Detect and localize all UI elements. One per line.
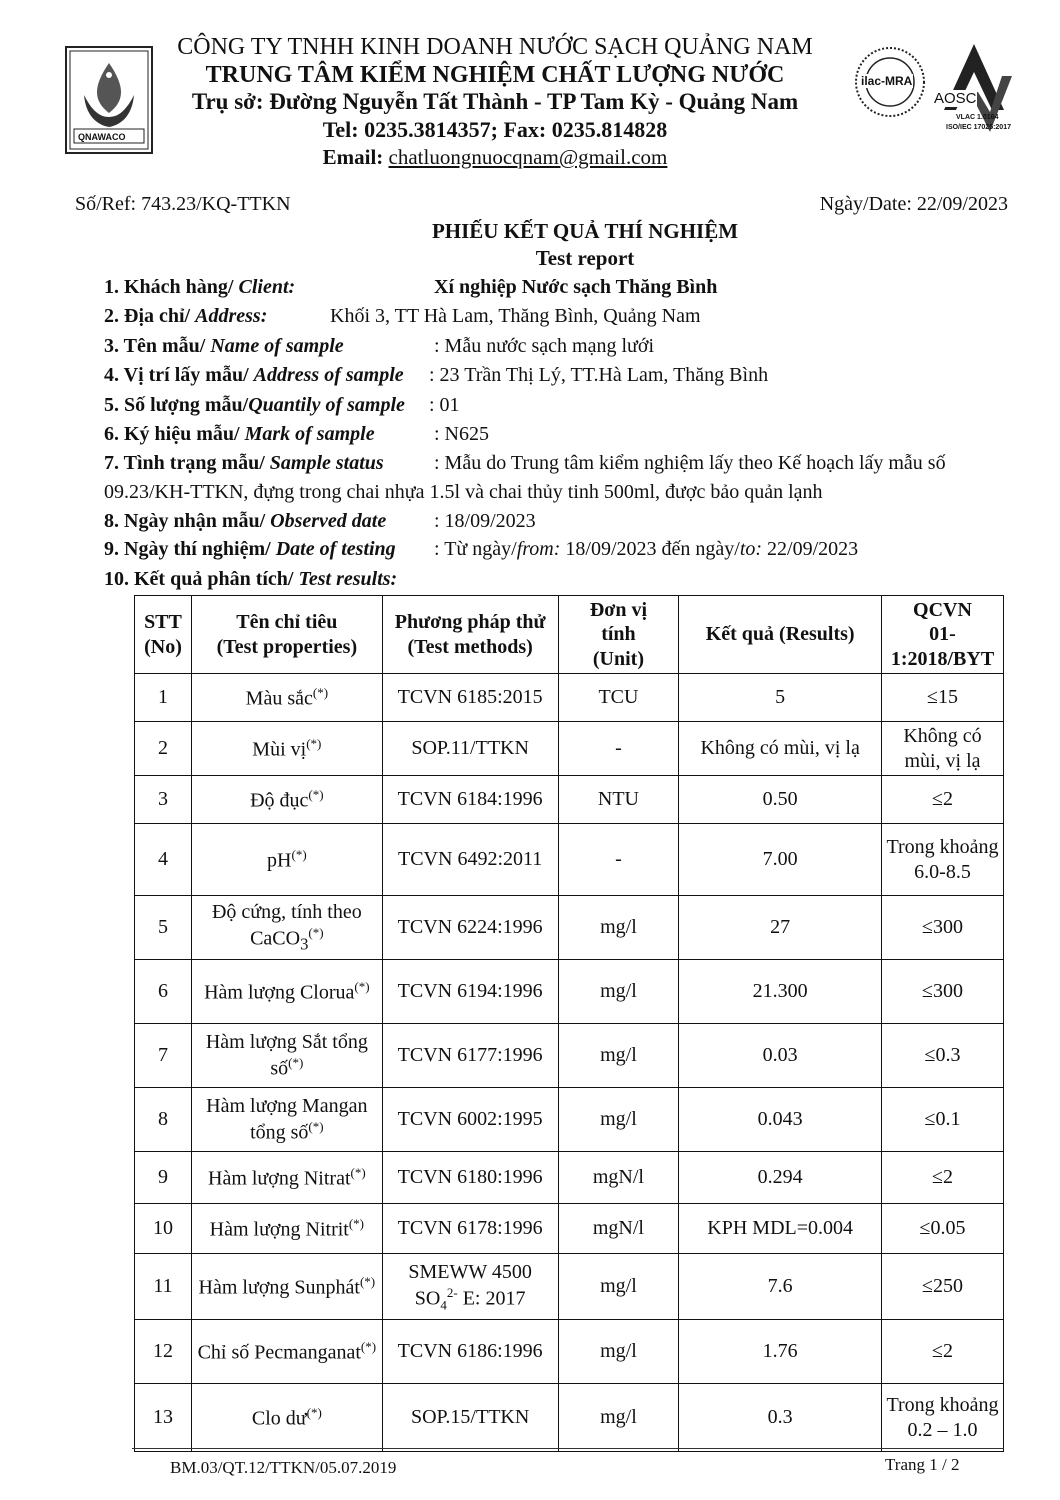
accredited-mark: (*): [308, 924, 324, 940]
cell-unit: -: [558, 722, 679, 776]
cell-result: 5: [679, 674, 882, 722]
test-date-value: : Từ ngày/from: 18/09/2023 đến ngày/to: 22/09/2023: [434, 538, 859, 560]
accredited-mark: (*): [312, 684, 329, 700]
cell-result: 0.294: [679, 1152, 882, 1204]
sample-mark-value: : N625: [434, 423, 489, 445]
ilac-mra-text: ilac-MRA: [861, 74, 913, 88]
table-row: [135, 1088, 1004, 1152]
cell-property: Độ cứng, tính theo CaCO$_3$(*): [191, 896, 382, 960]
cell-result: 0.50: [679, 776, 882, 824]
sample-quantity-value: : 01: [429, 394, 460, 416]
report-subtitle: Test report: [535, 246, 635, 270]
office-address: Trụ sở: Đường Nguyễn Tất Thành - TP Tam Kỳ - Quảng Nam: [191, 89, 799, 114]
info-test-results: 10. Kết quả phân tích/ Test results:: [104, 568, 398, 590]
cell-method: SMEWW 4500 $SO_4^{2-}$ E: 2017: [382, 1254, 558, 1320]
cell-unit: mgN/l: [558, 1204, 679, 1254]
table-row: [135, 1320, 1004, 1384]
report-title: PHIẾU KẾT QUẢ THÍ NGHIỆM: [431, 219, 739, 243]
cell-no: 4: [135, 824, 192, 896]
cell-result: 0.3: [679, 1384, 882, 1452]
cell-result: 27: [679, 896, 882, 960]
cell-method: TCVN 6194:1996: [382, 960, 558, 1024]
accreditation-logos: [852, 40, 1027, 140]
accredited-mark: (*): [308, 1118, 324, 1134]
aosc-text: AOSC: [934, 90, 977, 107]
qnawaco-logo: [64, 45, 154, 155]
accredited-mark: (*): [359, 1273, 376, 1289]
cell-no: 8: [135, 1088, 192, 1152]
cell-unit: mg/l: [558, 1254, 679, 1320]
cell-unit: mg/l: [558, 1384, 679, 1452]
cell-unit: mg/l: [558, 1024, 679, 1088]
info-sample-location: 4. Vị trí lấy mẫu/ Address of sample : 23 Trần Thị Lý, TT.Hà Lam, Thăng Bình: [104, 364, 769, 386]
info-sample-name: 3. Tên mẫu/ Name of sample : Mẫu nước sạch mạng lưới: [104, 335, 655, 357]
cell-no: 5: [135, 896, 192, 960]
col-header-qcvn: QCVN 01- 1:2018/BYT: [881, 596, 1003, 674]
info-address: 2. Địa chỉ/ Address: Khối 3, TT Hà Lam, Thăng Bình, Quảng Nam: [104, 305, 701, 327]
cell-no: 6: [135, 960, 192, 1024]
table-row: [135, 824, 1004, 896]
accredited-mark: (*): [308, 786, 324, 802]
iso-standard: ISO/IEC 17025:2017: [946, 124, 1011, 131]
cell-method: TCVN 6186:1996: [382, 1320, 558, 1384]
cell-property: Hàm lượng Sunphát(*): [191, 1254, 382, 1320]
company-name: CÔNG TY TNHH KINH DOANH NƯỚC SẠCH QUẢNG NAM: [177, 34, 813, 60]
cell-method: TCVN 6184:1996: [382, 776, 558, 824]
accredited-mark: (*): [288, 1054, 304, 1070]
cell-unit: mg/l: [558, 1320, 679, 1384]
cell-limit: ≤300: [881, 960, 1003, 1024]
info-client: 1. Khách hàng/ Client: Xí nghiệp Nước sạch Thăng Bình: [104, 276, 718, 298]
cell-limit: ≤0.3: [881, 1024, 1003, 1088]
accredited-mark: (*): [354, 978, 370, 994]
form-code: BM.03/QT.12/TTKN/05.07.2019: [170, 1458, 397, 1477]
cell-limit: ≤0.1: [881, 1088, 1003, 1152]
table-row: [135, 722, 1004, 776]
cell-property: Hàm lượng Clorua(*): [191, 960, 382, 1024]
cell-limit: ≤2: [881, 1320, 1003, 1384]
cell-method: TCVN 6178:1996: [382, 1204, 558, 1254]
email-label: Email:: [322, 145, 389, 169]
cell-limit: ≤0.05: [881, 1204, 1003, 1254]
info-sample-status: 7. Tình trạng mẫu/ Sample status : Mẫu do Trung tâm kiểm nghiệm lấy theo Kế hoạch lấy mẫu số: [104, 452, 946, 474]
sample-status-value: : Mẫu do Trung tâm kiểm nghiệm lấy theo Kế hoạch lấy mẫu số: [434, 452, 946, 474]
cell-no: 2: [135, 722, 192, 776]
center-name: TRUNG TÂM KIỂM NGHIỆM CHẤT LƯỢNG NƯỚC: [205, 62, 785, 88]
info-received-date: 8. Ngày nhận mẫu/ Observed date : 18/09/2023: [104, 510, 536, 532]
cell-unit: -: [558, 824, 679, 896]
table-row: [135, 960, 1004, 1024]
cell-method: SOP.11/TTKN: [382, 722, 558, 776]
cell-no: 13: [135, 1384, 192, 1452]
cell-property: Màu sắc(*): [191, 674, 382, 722]
table-row: [135, 1384, 1004, 1452]
cell-property: pH(*): [191, 824, 382, 896]
info-sample-mark: 6. Ký hiệu mẫu/ Mark of sample : N625: [104, 423, 489, 445]
cell-result: 1.76: [679, 1320, 882, 1384]
col-header-method: Phương pháp thử (Test methods): [382, 596, 558, 674]
cell-unit: NTU: [558, 776, 679, 824]
col-header-property: Tên chỉ tiêu (Test properties): [191, 596, 382, 674]
accredited-mark: (*): [350, 1164, 366, 1180]
table-row: [135, 674, 1004, 722]
cell-result: 0.043: [679, 1088, 882, 1152]
cell-method: TCVN 6180:1996: [382, 1152, 558, 1204]
footer-divider: [132, 1448, 1004, 1449]
table-row: [135, 896, 1004, 960]
table-row: [135, 1254, 1004, 1320]
page-number: Trang 1 / 2: [885, 1455, 960, 1474]
info-sample-quantity: 5. Số lượng mẫu/Quantily of sample : 01: [104, 394, 460, 416]
cell-limit: ≤15: [881, 674, 1003, 722]
cell-property: Mùi vị(*): [191, 722, 382, 776]
col-header-no: STT (No): [135, 596, 192, 674]
cell-method: TCVN 6224:1996: [382, 896, 558, 960]
cell-no: 9: [135, 1152, 192, 1204]
cell-limit: ≤2: [881, 1152, 1003, 1204]
cell-method: TCVN 6492:2011: [382, 824, 558, 896]
cell-no: 1: [135, 674, 192, 722]
accredited-mark: (*): [306, 1404, 322, 1420]
client-value: Xí nghiệp Nước sạch Thăng Bình: [434, 276, 718, 298]
cell-limit: Không có mùi, vị lạ: [881, 722, 1003, 776]
cell-limit: Trong khoảng 0.2 – 1.0: [881, 1384, 1003, 1452]
report-date: Ngày/Date: 22/09/2023: [819, 193, 1008, 215]
cell-result: KPH MDL=0.004: [679, 1204, 882, 1254]
cell-no: 7: [135, 1024, 192, 1088]
cell-unit: mg/l: [558, 1088, 679, 1152]
cell-unit: TCU: [558, 674, 679, 722]
address-value: Khối 3, TT Hà Lam, Thăng Bình, Quảng Nam: [330, 305, 701, 327]
cell-limit: ≤250: [881, 1254, 1003, 1320]
cell-no: 11: [135, 1254, 192, 1320]
cell-result: Không có mùi, vị lạ: [679, 722, 882, 776]
sample-name-value: : Mẫu nước sạch mạng lưới: [434, 335, 655, 357]
table-header-row: [135, 596, 1004, 674]
table-row: [135, 1204, 1004, 1254]
qnawaco-logo-text: QNAWACO: [78, 132, 126, 142]
cell-limit: ≤300: [881, 896, 1003, 960]
vlac-code: VLAC 1.0164: [956, 114, 999, 121]
cell-unit: mgN/l: [558, 1152, 679, 1204]
cell-unit: mg/l: [558, 896, 679, 960]
table-row: [135, 1152, 1004, 1204]
cell-method: TCVN 6177:1996: [382, 1024, 558, 1088]
cell-unit: mg/l: [558, 960, 679, 1024]
accredited-mark: (*): [291, 846, 307, 862]
accredited-mark: (*): [306, 735, 322, 751]
cell-result: 7.6: [679, 1254, 882, 1320]
phone-fax: Tel: 0235.3814357; Fax: 0235.814828: [322, 117, 668, 142]
cell-no: 12: [135, 1320, 192, 1384]
received-date-value: : 18/09/2023: [434, 510, 536, 532]
reference-number: Số/Ref: 743.23/KQ-TTKN: [75, 193, 291, 215]
cell-limit: ≤2: [881, 776, 1003, 824]
cell-property: Chỉ số Pecmanganat(*): [191, 1320, 382, 1384]
table-row: [135, 1024, 1004, 1088]
accredited-mark: (*): [360, 1338, 377, 1354]
cell-limit: Trong khoảng 6.0-8.5: [881, 824, 1003, 896]
table-row: [135, 776, 1004, 824]
cell-no: 3: [135, 776, 192, 824]
cell-property: Hàm lượng Nitrat(*): [191, 1152, 382, 1204]
cell-no: 10: [135, 1204, 192, 1254]
cell-property: Hàm lượng Mangan tổng số(*): [191, 1088, 382, 1152]
cell-method: TCVN 6185:2015: [382, 674, 558, 722]
accredited-mark: (*): [348, 1215, 365, 1231]
col-header-result: Kết quả (Results): [679, 596, 882, 674]
col-header-unit: Đơn vị tính (Unit): [558, 596, 679, 674]
cell-property: Hàm lượng Sắt tổng số(*): [191, 1024, 382, 1088]
sample-status-continued: 09.23/KH-TTKN, đựng trong chai nhựa 1.5l và chai thủy tinh 500ml, được bảo quản lạnh: [104, 481, 823, 503]
info-test-date: 9. Ngày thí nghiệm/ Date of testing : Từ ngày/from: 18/09/2023 đến ngày/to: 22/09/2023: [104, 538, 859, 560]
results-table: [134, 595, 1004, 1452]
sample-location-value: : 23 Trần Thị Lý, TT.Hà Lam, Thăng Bình: [429, 364, 769, 386]
cell-result: 7.00: [679, 824, 882, 896]
email-line: [150, 145, 840, 170]
cell-result: 21.300: [679, 960, 882, 1024]
cell-property: Hàm lượng Nitrit(*): [191, 1204, 382, 1254]
cell-property: Clo dư(*): [191, 1384, 382, 1452]
cell-method: SOP.15/TTKN: [382, 1384, 558, 1452]
cell-property: Độ đục(*): [191, 776, 382, 824]
cell-method: TCVN 6002:1995: [382, 1088, 558, 1152]
cell-result: 0.03: [679, 1024, 882, 1088]
email-link[interactable]: chatluongnuocqnam@gmail.com: [388, 145, 668, 169]
